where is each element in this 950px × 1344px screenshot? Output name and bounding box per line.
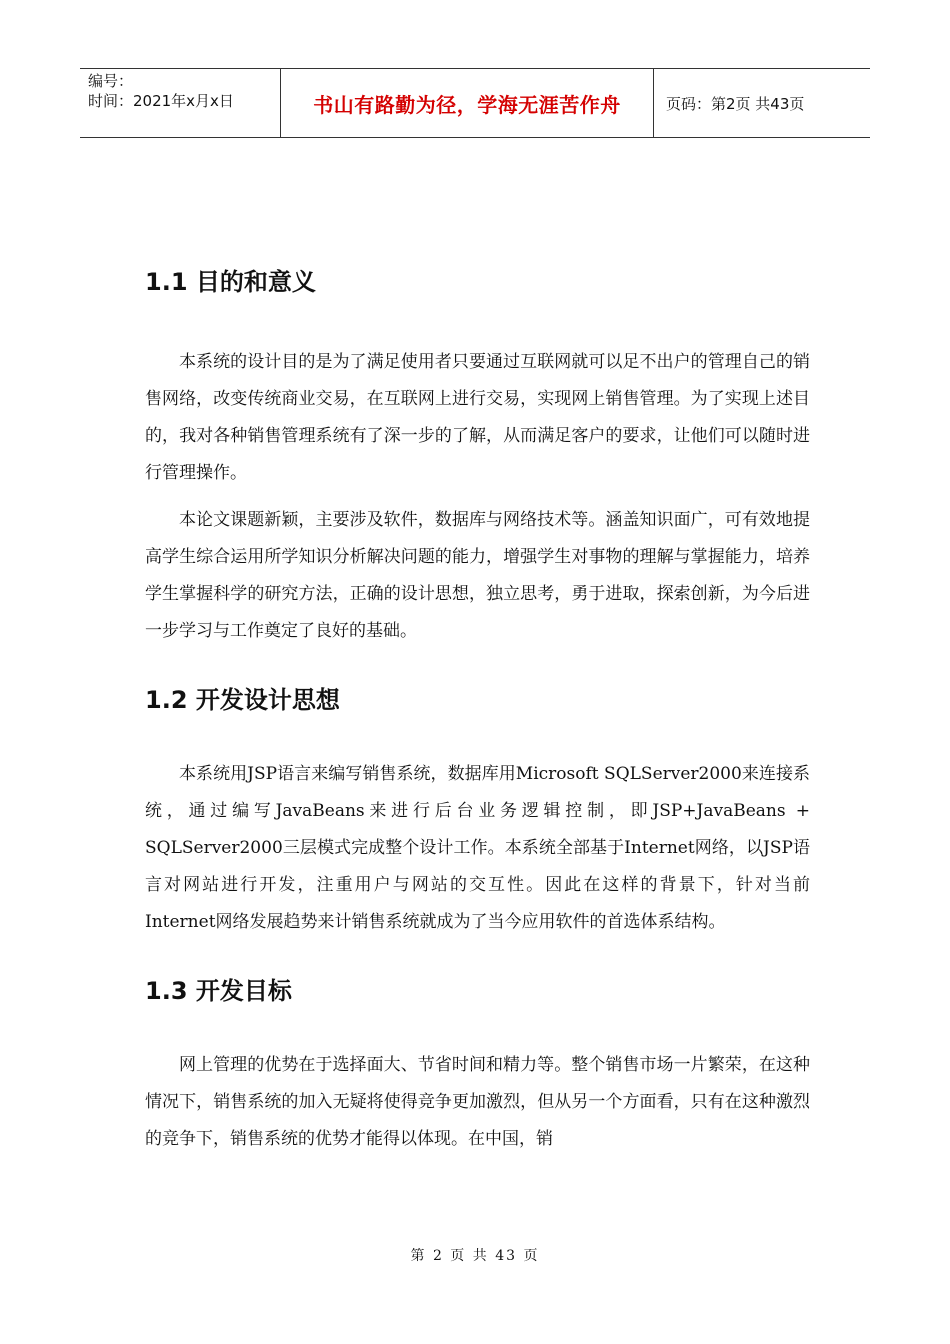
section-heading: 1.2 开发设计思想: [145, 686, 340, 714]
page-footer: 第 2 页 共 43 页: [410, 1248, 540, 1264]
header-motto-cell: [281, 69, 654, 137]
paragraph: 本系统的设计目的是为了满足使用者只要通过互联网就可以足不出户的管理自己的销售网络，改变传统商业交易，在互联网上进行交易，实现网上销售管理。为了实现上述目的，我对各种销售管理系统有了深一步的了解，从而满足客户的要求，让他们可以随时进行管理操作。: [145, 352, 810, 483]
section-heading: 1.3 开发目标: [145, 977, 292, 1005]
paragraph: 本论文课题新颖，主要涉及软件，数据库与网络技术等。涵盖知识面广，可有效地提高学生综合运用所学知识分析解决问题的能力，增强学生对事物的理解与掌握能力，培养学生掌握科学的研究方法，正确的设计思想，独立思考，勇于进取，探索创新，为今后进一步学习与工作奠定了良好的基础。: [145, 510, 810, 641]
paragraph: 本系统用JSP语言来编写销售系统，数据库用Microsoft SQLServer2000来连接系统，通过编写JavaBeans来进行后台业务逻辑控制，即JSP+JavaBeans + SQLServer2000三层模式完成整个设计工作。本系统全部基于Internet网络，以JSP语言对网站进行开发，注重用户与网站的交互性。因此在这样的背景下，针对当前Internet网络发展趋势来计销售系统就成为了当今应用软件的首选体系结构。: [145, 764, 810, 932]
document-number-label: 编号：: [88, 72, 134, 90]
header-page-number: 页码：第2页 共43页: [666, 94, 805, 113]
paragraph: 网上管理的优势在于选择面大、节省时间和精力等。整个销售市场一片繁荣，在这种情况下，销售系统的加入无疑将使得竞争更加激烈，但从另一个方面看，只有在这种激烈的竞争下，销售系统的优势才能得以体现。在中国，销: [145, 1055, 810, 1149]
page-header: [80, 68, 870, 138]
header-meta: [80, 69, 281, 137]
section-heading: 1.1 目的和意义: [145, 268, 316, 296]
header-page-cell: [654, 69, 870, 137]
document-body: [145, 262, 810, 1158]
header-motto: 书山有路勤为径，学海无涯苦作舟: [313, 92, 621, 117]
document-time-label: 时间：2021年x月x日: [88, 92, 234, 110]
